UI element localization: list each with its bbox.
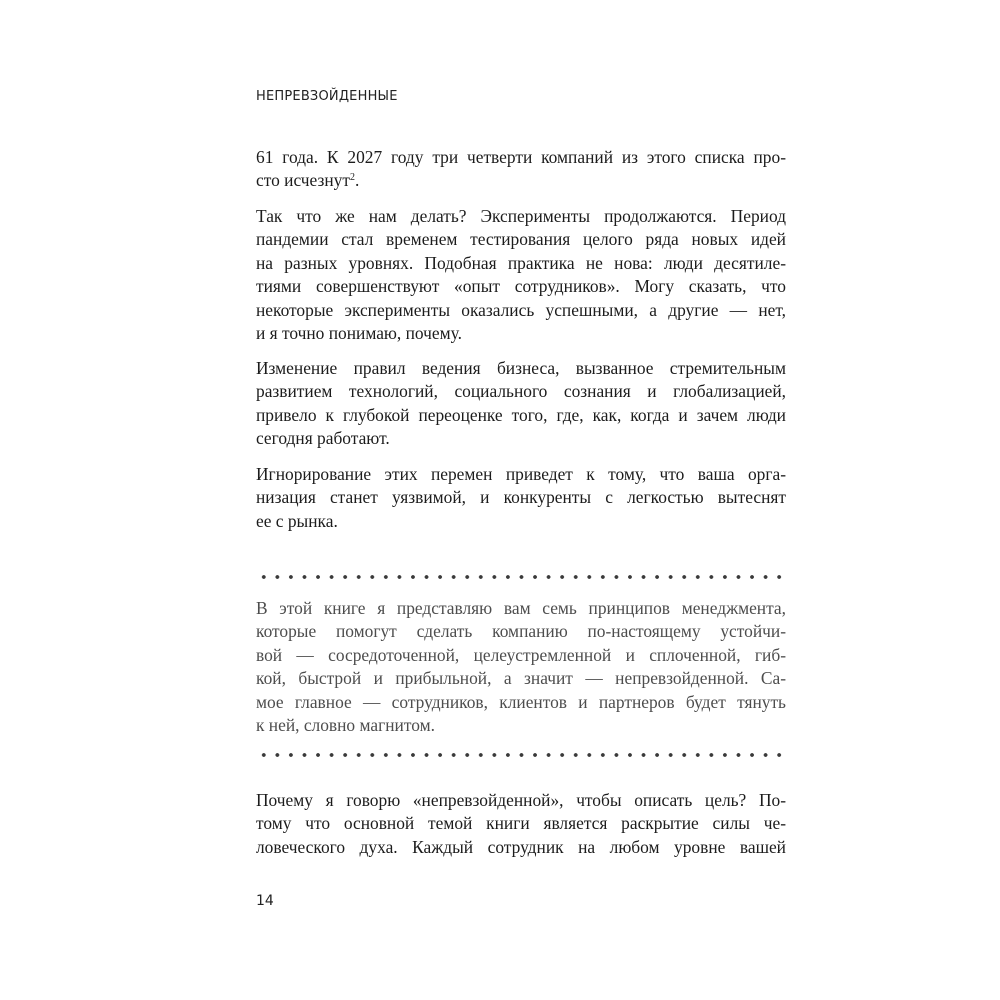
text-line: ее с рынка. [256, 510, 338, 531]
text-line: пандемии стал временем тестирования целого ряда новых идей [256, 229, 786, 250]
text-line: кой, быстрой и прибыльной, а значит — непревзойденной. Са- [256, 668, 786, 689]
text-line: на разных уровнях. Подобная практика не нова: люди десятиле- [256, 252, 786, 273]
paragraph-3 [256, 357, 786, 451]
text-line: тиями совершенствуют «опыт сотрудников». Могу сказать, что [256, 276, 786, 297]
footnote-ref[interactable]: 2 [349, 172, 355, 184]
text-line: и я точно понимаю, почему. [256, 322, 462, 343]
text-line: сто исчезнут$^2$. [256, 170, 360, 191]
text-line: В этой книге я представляю вам семь принципов менеджмента, [256, 598, 786, 618]
dotted-divider-bottom [257, 752, 787, 758]
text-line: Игнорирование этих перемен приведет к тому, что ваша орга- [256, 464, 786, 484]
text-line: к ней, словно магнитом. [256, 714, 435, 735]
paragraph-1 [256, 146, 786, 193]
paragraph-5 [256, 789, 786, 859]
paragraph-4 [256, 463, 786, 533]
text-line: привело к глубокой переоценке того, где, как, когда и зачем люди [256, 404, 786, 425]
text-line: 61 года. К 2027 году три четверти компаний из этого списка про- [256, 147, 786, 167]
text-line: развитием технологий, социального сознания и глобализацией, [256, 381, 786, 402]
text-line: Так что же нам делать? Эксперименты продолжаются. Период [256, 206, 786, 226]
text-line: ловеческого духа. Каждый сотрудник на любом уровне вашей [256, 836, 786, 857]
text-line: Почему я говорю «непревзойденной», чтобы описать цель? По- [256, 790, 786, 810]
callout-paragraph [256, 597, 786, 737]
text-line: которые помогут сделать компанию по-настоящему устойчи- [256, 621, 786, 642]
text-line: тому что основной темой книги является раскрытие силы че- [256, 813, 786, 834]
dotted-divider-top [257, 574, 787, 580]
text-line: вой — сосредоточенной, целеустремленной и сплоченной, гиб- [256, 644, 786, 665]
text-line: сегодня работают. [256, 428, 390, 449]
text-line: некоторые эксперименты оказались успешными, а другие — нет, [256, 299, 786, 320]
text-line: Изменение правил ведения бизнеса, вызванное стремительным [256, 358, 786, 378]
text-line: мое главное — сотрудников, клиентов и партнеров будет тянуть [256, 691, 786, 712]
paragraph-2 [256, 205, 786, 345]
page-number: 14 [256, 893, 274, 909]
text-line: низация станет уязвимой, и конкуренты с легкостью вытеснят [256, 487, 786, 508]
running-head: НЕПРЕВЗОЙДЕННЫЕ [256, 89, 398, 104]
